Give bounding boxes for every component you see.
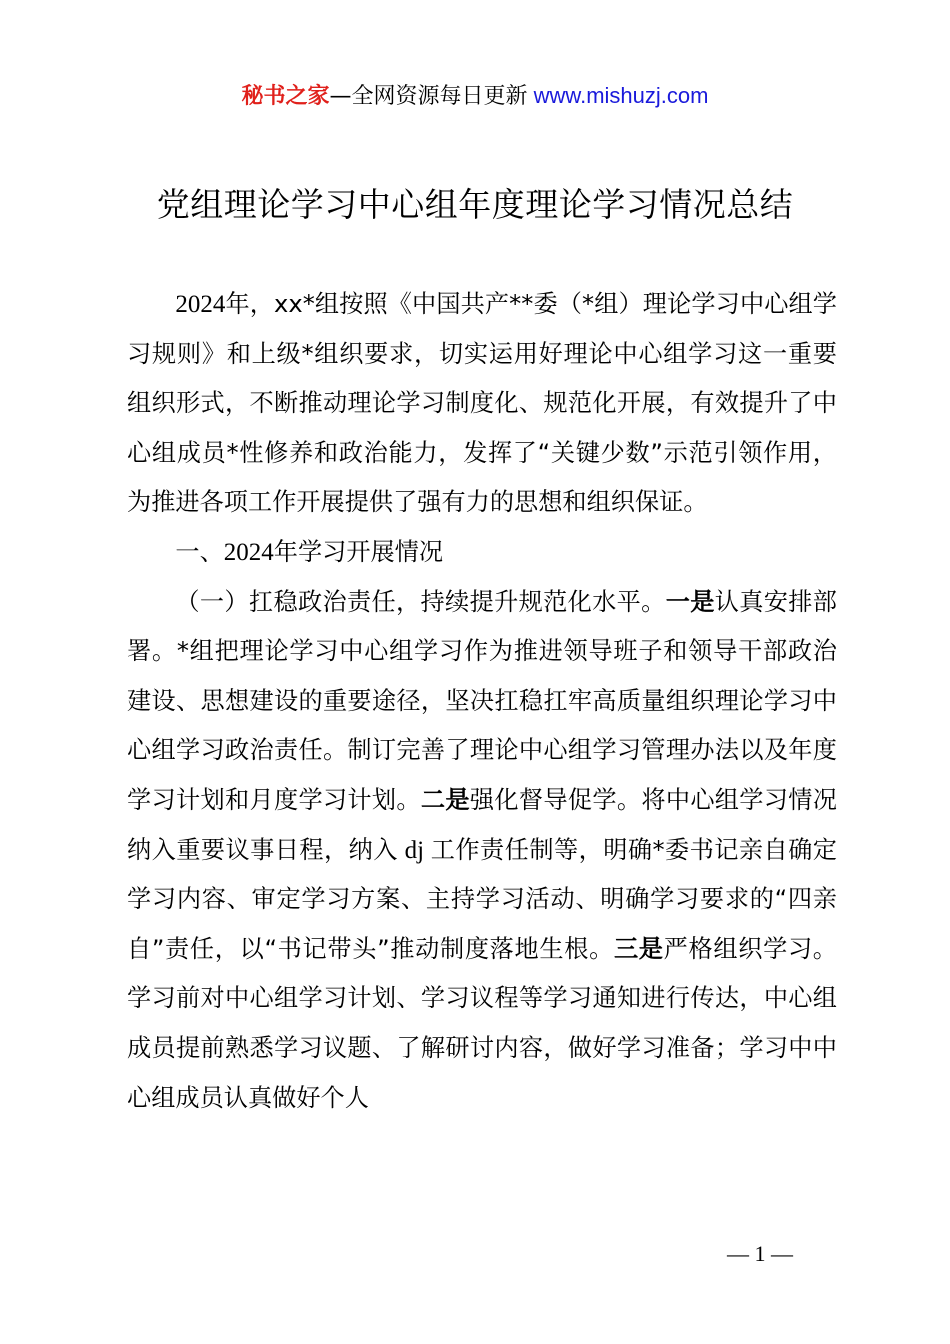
- intro-text: 年，xx*组按照《中国共产**委（*组）理论学习中心组学习规则》和上级*组织要求，切实运用好理论中心组学习这一重要组织形式，不断推动理论学习制度化、规范化开展，有效提升了中心组成员*性修养和政治能力，发挥了“关键少数”示范引领作用，为推进各项工作开展提供了强有力的思想和组织保证。: [127, 290, 837, 517]
- subsection-heading: （一）扛稳政治责任，持续提升规范化水平。: [175, 587, 666, 616]
- point-text-1: 认真安排部署。*组把理论学习中心组学习作为推进领导班子和领导干部政治建设、思想建设的重要途径，坚决扛稳扛牢高质量组织理论学习中心组学习政治责任。制订完善了理论中心组学习管理办法以及年度学习计划和月度学习计划。: [127, 587, 837, 814]
- point-text-dj: dj: [397, 836, 431, 864]
- point-label-3: 三是: [613, 934, 664, 963]
- intro-year: 2024: [175, 291, 226, 318]
- document-body: [127, 280, 837, 1123]
- site-header: [0, 80, 950, 113]
- section-year: 2024: [223, 538, 274, 566]
- section-prefix: 一、: [175, 537, 224, 566]
- intro-paragraph: [127, 280, 837, 528]
- page-number: — 1 —: [727, 1241, 793, 1266]
- point-label-2: 二是: [420, 785, 470, 814]
- paragraph-1: [127, 578, 837, 1124]
- section-suffix: 年学习开展情况: [273, 537, 444, 566]
- point-text-2b: 工作责任制等，明确*委书记亲自确定学习内容、审定学习方案、主持学习活动、明确学习要求的“四亲自”责任，以“书记带头”推动制度落地生根。: [127, 835, 837, 963]
- document-title: 党组理论学习中心组年度理论学习情况总结: [156, 185, 794, 224]
- header-url[interactable]: www.mishuzj.com: [527, 83, 709, 108]
- point-label-1: 一是: [665, 587, 715, 616]
- header-slogan: —全网资源每日更新: [329, 84, 528, 109]
- section-heading-1: [127, 528, 837, 578]
- point-text-3: 严格组织学习。学习前对中心组学习计划、学习议程等学习通知进行传达，中心组成员提前熟悉学习议题、了解研讨内容，做好学习准备；学习中中心组成员认真做好个人: [127, 934, 837, 1112]
- point-text-2a: 强化督导促学。将中心组学习情况纳入重要议事日程，纳入: [127, 785, 837, 864]
- brand-name: 秘书之家: [241, 84, 330, 109]
